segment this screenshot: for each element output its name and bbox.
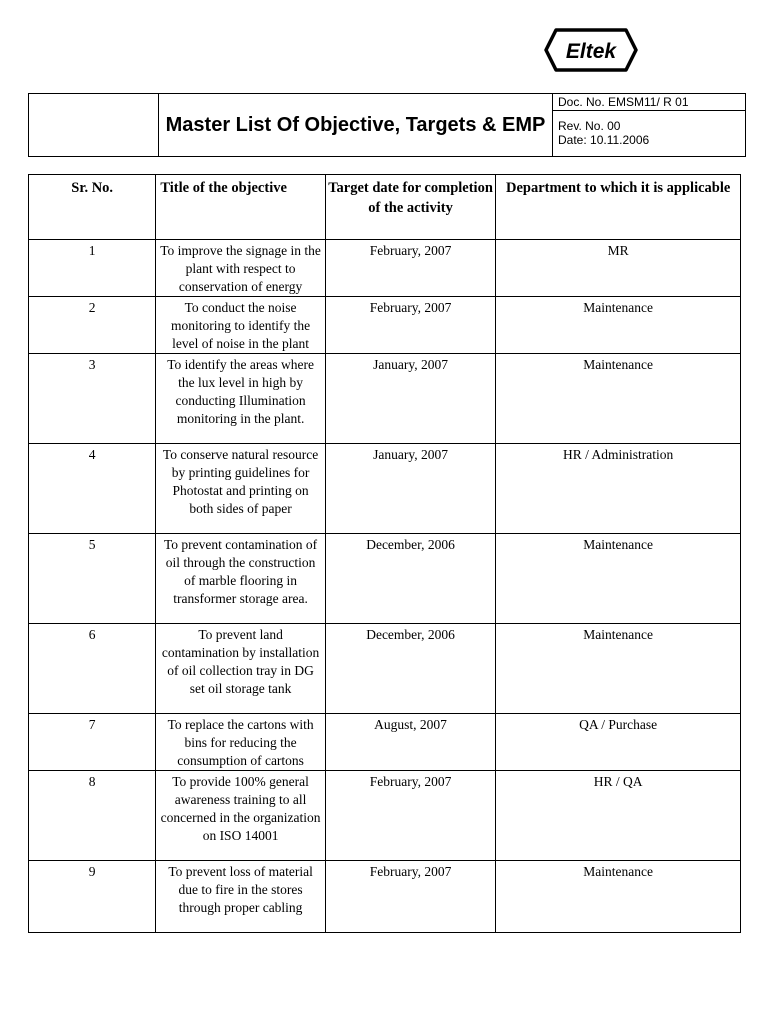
objective-cell: To prevent land contamination by installation of oil collection tray in DG set oil storage tank [156,624,325,714]
target-date-cell: August, 2007 [325,714,495,771]
target-date-cell: December, 2006 [325,624,495,714]
sr-no-cell: 8 [29,771,156,861]
target-date-cell: January, 2007 [325,444,495,534]
table-row [29,354,741,444]
sr-no-cell: 1 [29,240,156,297]
department-cell: MR [496,240,741,297]
sr-no-cell: 9 [29,861,156,933]
sr-no-cell: 3 [29,354,156,444]
column-header-department: Department to which it is applicable [496,175,741,240]
logo-text: Eltek [565,40,617,63]
table-header-row [29,175,741,240]
doc-number-cell [553,94,746,111]
sr-no-cell: 7 [29,714,156,771]
objective-cell: To prevent contamination of oil through the construction of marble flooring in transformer storage area. [156,534,325,624]
column-header-objective: Title of the objective [156,175,325,240]
table-row [29,534,741,624]
objective-cell: To identify the areas where the lux level in high by conducting Illumination monitoring in the plant. [156,354,325,444]
table-row [29,861,741,933]
doc-number: Doc. No. EMSM11/ R 01 [558,95,689,109]
sr-no-cell: 2 [29,297,156,354]
department-cell: Maintenance [496,354,741,444]
target-date-cell: February, 2007 [325,240,495,297]
target-date-cell: February, 2007 [325,771,495,861]
sr-no-cell: 4 [29,444,156,534]
table-row [29,297,741,354]
revision-number: Rev. No. 00 [558,119,621,133]
department-cell: Maintenance [496,297,741,354]
document-date: Date: 10.11.2006 [558,133,650,147]
target-date-cell: December, 2006 [325,534,495,624]
sr-no-cell: 5 [29,534,156,624]
objective-cell: To improve the signage in the plant with respect to conservation of energy [156,240,325,297]
sr-no-cell: 6 [29,624,156,714]
objective-cell: To provide 100% general awareness training to all concerned in the organization on ISO 14001 [156,771,325,861]
objective-cell: To replace the cartons with bins for reducing the consumption of cartons [156,714,325,771]
page-title: Master List Of Objective, Targets & EMP [165,114,546,136]
objective-cell: To prevent loss of material due to fire in the stores through proper cabling [156,861,325,933]
department-cell: Maintenance [496,861,741,933]
revision-cell [553,111,746,157]
department-cell: Maintenance [496,534,741,624]
objective-cell: To conduct the noise monitoring to identify the level of noise in the plant [156,297,325,354]
column-header-sr-no: Sr. No. [29,175,156,240]
table-row [29,240,741,297]
target-date-cell: February, 2007 [325,297,495,354]
department-cell: HR / Administration [496,444,741,534]
column-header-target-date: Target date for completion of the activity [325,175,495,240]
eltek-logo [544,28,638,72]
department-cell: QA / Purchase [496,714,741,771]
target-date-cell: January, 2007 [325,354,495,444]
header-blank-cell [29,94,159,157]
objective-cell: To conserve natural resource by printing guidelines for Photostat and printing on both sides of paper [156,444,325,534]
table-row [29,714,741,771]
objectives-table [28,174,741,933]
table-row [29,624,741,714]
document-header [28,93,746,157]
target-date-cell: February, 2007 [325,861,495,933]
table-row [29,771,741,861]
table-row [29,444,741,534]
department-cell: Maintenance [496,624,741,714]
department-cell: HR / QA [496,771,741,861]
header-title-cell [159,94,553,157]
